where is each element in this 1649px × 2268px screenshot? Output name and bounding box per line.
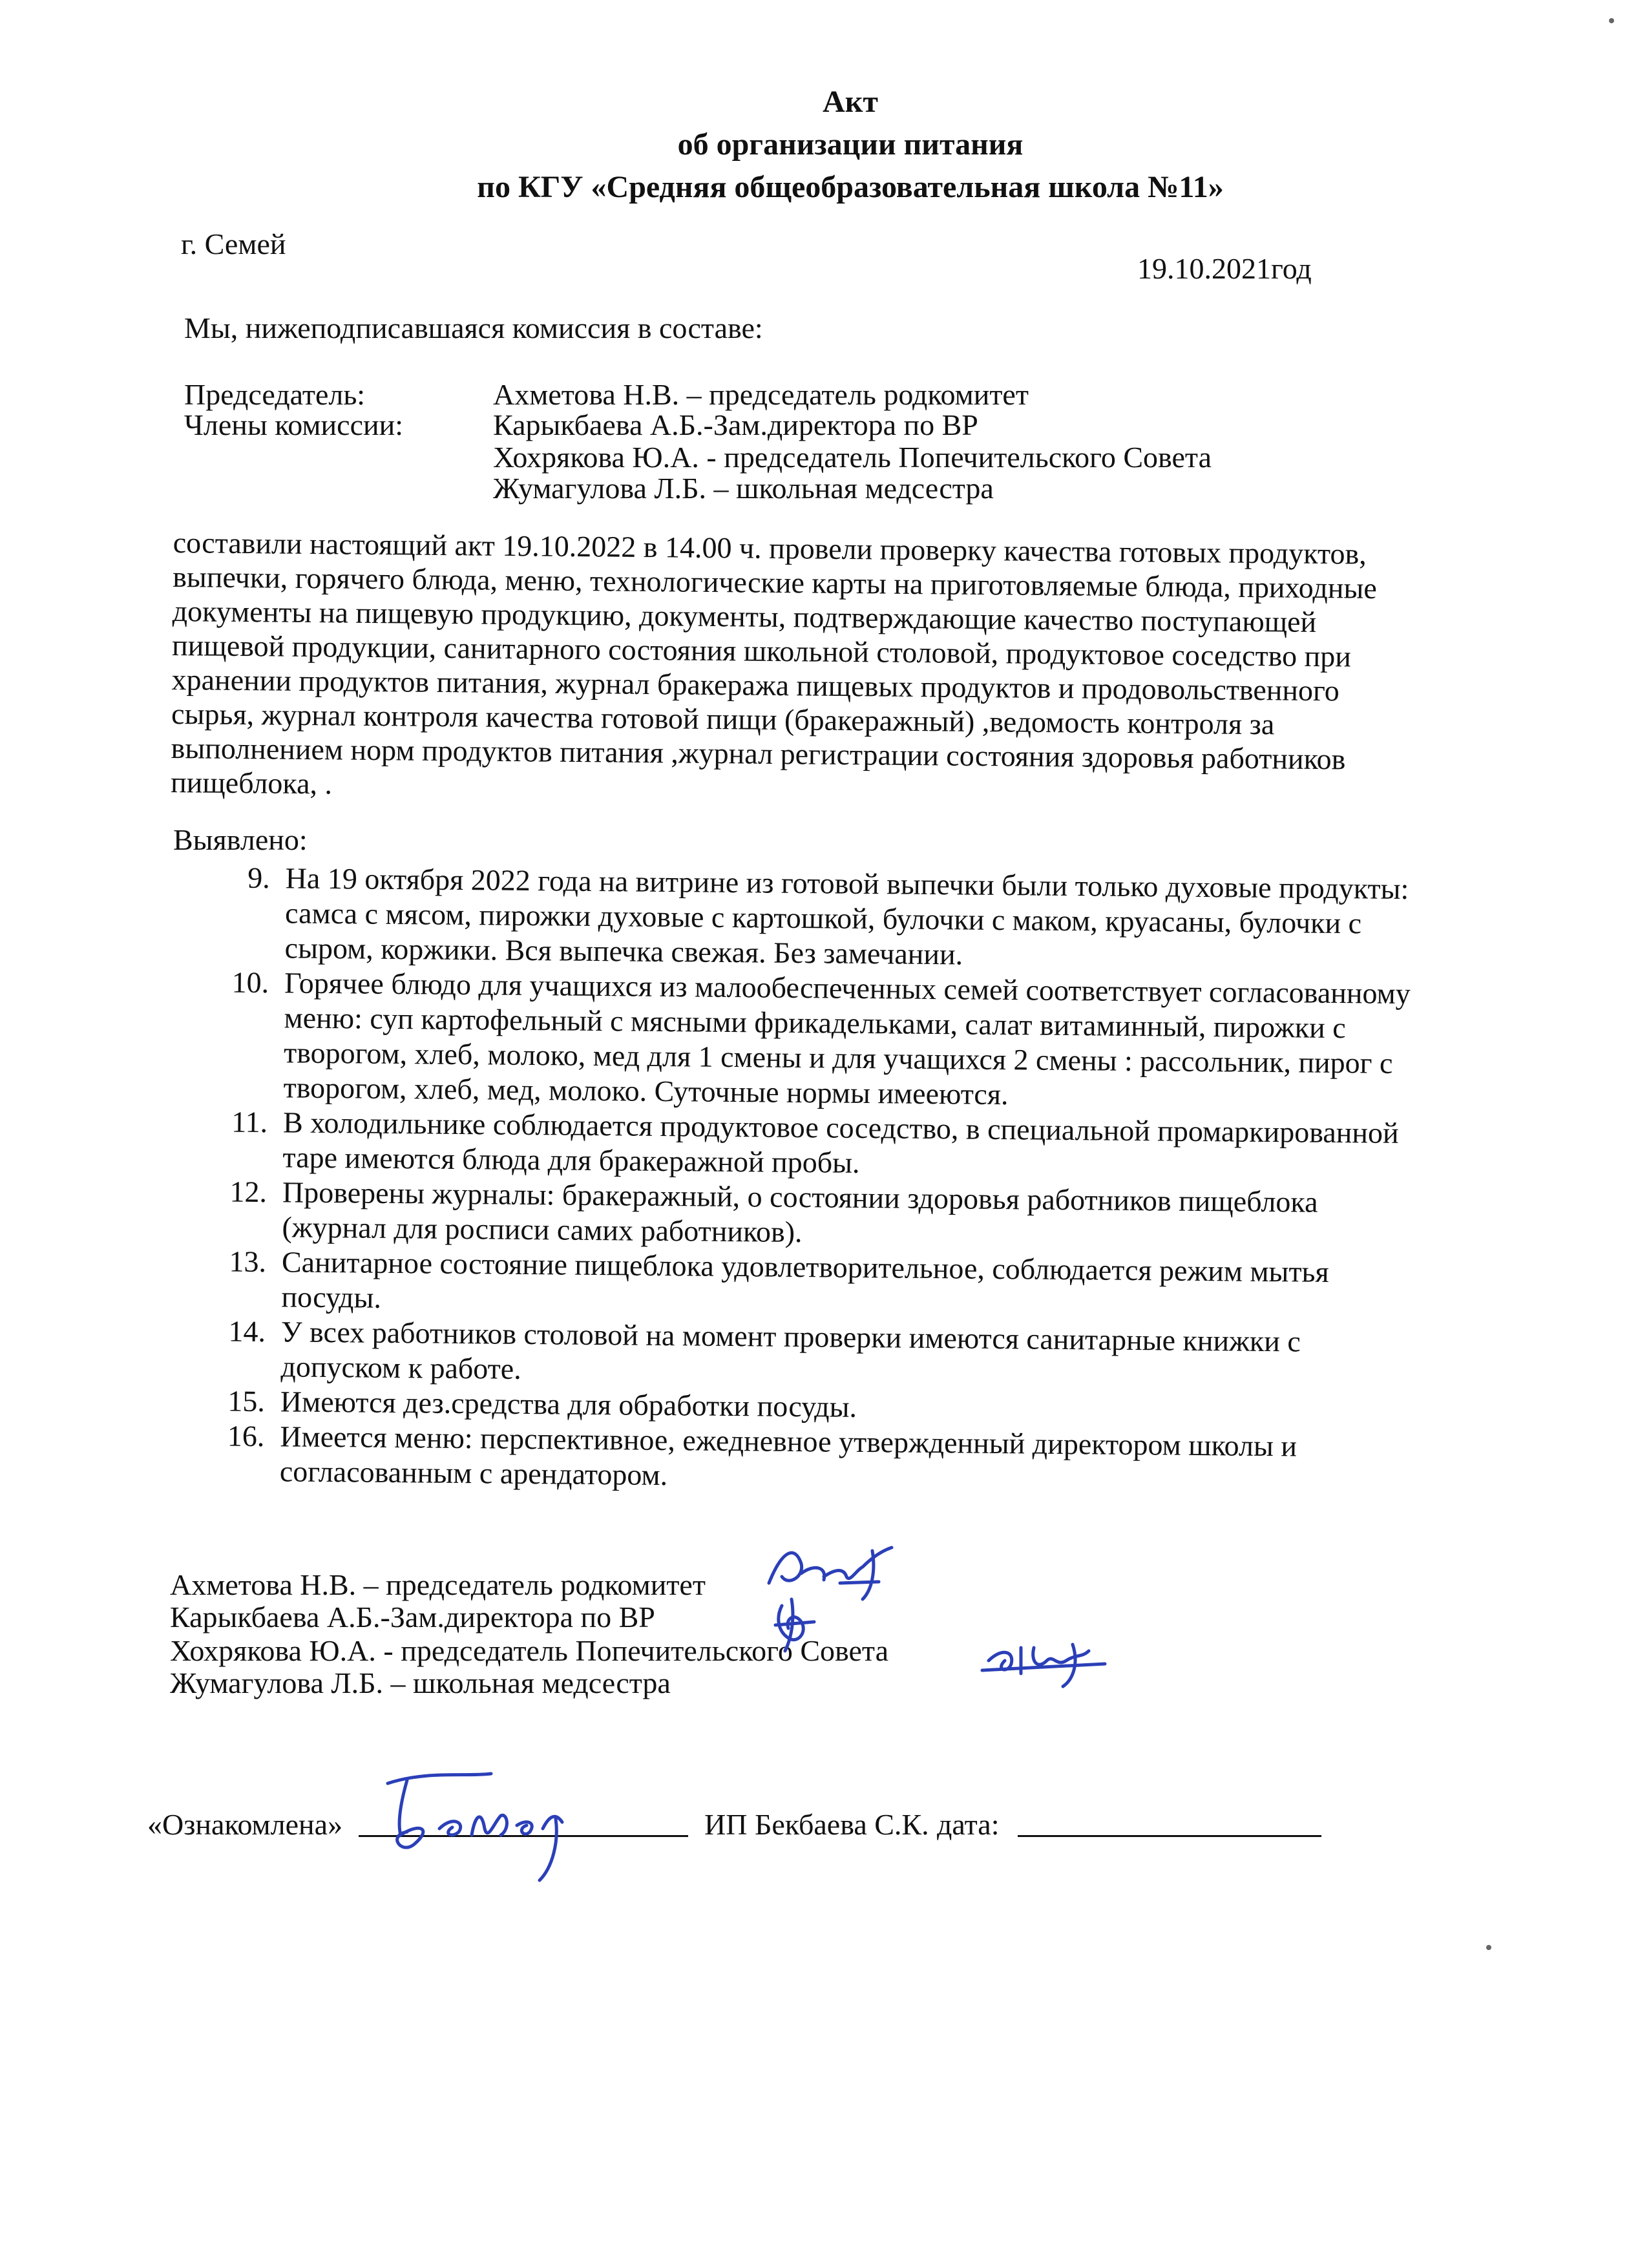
finding-number: 10. (231, 965, 269, 1000)
acknowledged-date-line (1018, 1835, 1321, 1837)
findings-list (188, 859, 1583, 1501)
title-line-2: об организации питания (677, 127, 1024, 162)
signature-bekbaeva-image (362, 1758, 633, 1887)
finding-item (191, 1104, 1581, 1187)
finding-line: таре имеются блюда для бракеражной пробы. (282, 1140, 860, 1179)
finding-line: допуском к работе. (280, 1350, 521, 1385)
finding-number: 15. (227, 1384, 266, 1418)
finding-line: самса с мясом, пирожки духовые с картошкой, булочки с маком, круасаны, булочки с (284, 896, 1362, 940)
finding-line: Санитарное состояние пищеблока удовлетворительное, соблюдается режим мытья (281, 1245, 1329, 1288)
finding-line: сыром, коржики. Вся выпечка свежая. Без замечании. (284, 931, 963, 971)
finding-line: Проверены журналы: бракеражный, о состоянии здоровья работников пищеблока (282, 1175, 1318, 1219)
finding-line: посуды. (281, 1280, 382, 1314)
body-line: пищеблока, . (170, 765, 333, 801)
body-line: сырья, журнал контроля качества готовой пищи (бракеражный) ,ведомость контроля за (171, 697, 1275, 741)
signatory-2: Карыкбаева А.Б.-Зам.директора по ВР (170, 1601, 655, 1633)
finding-item (193, 859, 1582, 978)
finding-number: 13. (229, 1244, 267, 1279)
finding-number: 16. (227, 1419, 265, 1453)
finding-item (189, 1243, 1579, 1327)
finding-line: творогом, хлеб, молоко, мед для 1 смены и для учащихся 2 смены : рассольник, пирог с (283, 1036, 1393, 1080)
intro-text: Мы, нижеподписавшаяся комиссия в составе: (184, 311, 763, 344)
finding-line: творогом, хлеб, мед, молоко. Суточные нормы имееются. (283, 1071, 1009, 1111)
act-date: 19.10.2021год (1137, 252, 1312, 285)
members-label: Члены комиссии: (184, 408, 404, 441)
body-paragraph (171, 525, 1530, 812)
body-line: составили настоящий акт 19.10.2022 в 14.00 ч. провели проверку качества готовых продуктов, (173, 525, 1367, 571)
title-line-1: Акт (823, 85, 878, 119)
member-1: Карыкбаева А.Б.-Зам.директора по ВР (493, 408, 978, 441)
finding-line: согласованным с арендатором. (279, 1454, 668, 1492)
body-line: выполнением норм продуктов питания ,журнал регистрации состояния здоровья работников (171, 731, 1346, 776)
signature-khokhryakova-image (976, 1635, 1131, 1693)
body-line: хранении продуктов питания, журнал бракеража пищевых продуктов и продовольственного (171, 662, 1340, 708)
title-line-3: по КГУ «Средняя общеобразовательная школа №11» (477, 170, 1224, 204)
body-line: выпечки, горячего блюда, меню, технологические карты на приготовляемые блюда, приходные (172, 560, 1378, 605)
chair-name: Ахметова Н.В. – председатель родкомитет (493, 378, 1029, 411)
city: г. Семей (181, 227, 286, 260)
scan-speck (1486, 1945, 1491, 1950)
acknowledged-label: «Ознакомлена» (147, 1808, 343, 1841)
member-2: Хохрякова Ю.А. - председатель Попечительского Совета (493, 441, 1212, 474)
signatory-4: Жумагулова Л.Б. – школьная медсестра (170, 1666, 671, 1699)
body-line: пищевой продукции, санитарного состояния школьной столовой, продуктовое соседство при (171, 628, 1352, 673)
scan-speck (1609, 18, 1614, 23)
finding-item (191, 964, 1582, 1117)
finding-line: В холодильнике соблюдается продуктовое соседство, в специальной промаркированной (282, 1106, 1399, 1150)
finding-item (190, 1173, 1580, 1257)
signature-karykbaeva-image (756, 1593, 834, 1657)
finding-number: 14. (228, 1314, 266, 1349)
finding-line: У всех работников столовой на момент проверки имеются санитарные книжки с (280, 1315, 1301, 1358)
finding-number: 11. (231, 1105, 268, 1139)
signatory-3: Хохрякова Ю.А. - председатель Попечительского Совета (170, 1634, 888, 1667)
body-line: документы на пищевую продукцию, документы, подтверждающие качество поступающей (172, 594, 1317, 638)
signatory-1: Ахметова Н.В. – председатель родкомитет (170, 1568, 706, 1601)
finding-line: Имеется меню: перспективное, ежедневное утвержденный директором школы и (280, 1420, 1297, 1463)
chair-label: Председатель: (184, 378, 366, 411)
finding-line: (журнал для росписи самих работников). (282, 1210, 803, 1249)
finding-item (188, 1418, 1578, 1501)
found-label: Выявлено: (173, 823, 308, 856)
acknowledged-date-label: дата: (937, 1808, 1000, 1841)
member-3: Жумагулова Л.Б. – школьная медсестра (493, 472, 994, 505)
finding-line: Горячее блюдо для учащихся из малообеспеченных семей соответствует согласованному (284, 966, 1411, 1011)
finding-line: На 19 октября 2022 года на витрине из готовой выпечки были только духовые продукты: (285, 861, 1409, 906)
finding-item (189, 1313, 1579, 1396)
finding-line: Имеются дез.средства для обработки посуды. (280, 1385, 857, 1423)
finding-number: 9. (247, 861, 270, 895)
finding-number: 12. (229, 1175, 268, 1209)
acknowledged-name: ИП Бекбаева С.К. (704, 1808, 929, 1841)
finding-line: меню: суп картофельный с мясными фрикадельками, салат витаминный, пирожки с (284, 1001, 1346, 1045)
